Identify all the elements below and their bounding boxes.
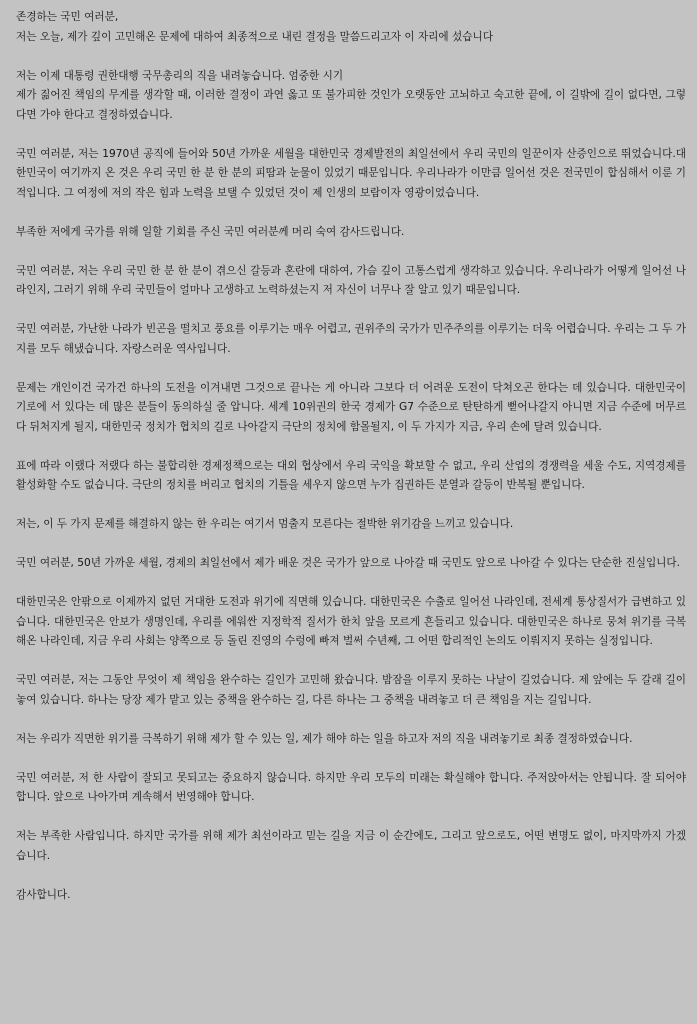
text-line: 국민 여러분, 저는 우리 국민 한 분 한 분이 겪으신 갈등과 혼란에 대하여, 가슴 깊이 고통스럽게 생각하고 있습니다. 우리나라가 어떻게 일어선 나라인지, 그러기 위해 우리 국민들이 얼마나 고생하고 노력하셨는지 저 자신이 너무나 잘 알고 있기 때문입니다. xyxy=(16,264,686,296)
text-line: 국민 여러분, 저는 1970년 공직에 들어와 50년 가까운 세월을 대한민국 경제발전의 최일선에서 우리 국민의 일꾼이자 산증인으로 뛰었습니다.대한민국이 여기까지 온 것은 우리 국민 한 분 한 분의 피땀과 눈물이 있었기 때문입니다. 우리나라가 이만큼 일어선 것은 전국민이 합심해서 이룬 기적입니다. 그 여정에 저의 작은 힘과 노력을 보탤 수 있었던 것이 제 인생의 보람이자 영광이었습니다. xyxy=(16,147,686,199)
text-line: 감사합니다. xyxy=(16,888,71,901)
text-line: 제가 짊어진 책임의 무게를 생각할 때, 이러한 결정이 과연 옳고 또 불가피한 것인가 오랫동안 고뇌하고 숙고한 끝에, 이 길밖에 길이 없다면, 그렇다면 가야 한다고 결정하였습니다. xyxy=(16,89,686,121)
paragraph-crisis xyxy=(16,515,686,535)
paragraph-challenge xyxy=(16,379,686,438)
paragraph-future xyxy=(16,769,686,808)
text-line: 대한민국은 안팎으로 이제까지 없던 거대한 도전과 위기에 직면해 있습니다. 대한민국은 수출로 일어선 나라인데, 전세계 통상질서가 급변하고 있습니다. 대한민국은 안보가 생명인데, 우리를 에워싼 지정학적 질서가 한치 앞을 모르게 흔들리고 있습니다. 대한민국은 하나로 뭉쳐 위기를 극복해온 나라인데, 지금 우리 사회는 양쪽으로 등 돌린 진영의 수렁에 빠져 벌써 수년째, 그 어떤 합리적인 논의도 이뤄지지 못하는 실정입니다. xyxy=(16,596,686,647)
paragraph-two-paths xyxy=(16,671,686,710)
paragraph-lesson xyxy=(16,554,686,574)
text-line: 저는, 이 두 가지 문제를 해결하지 않는 한 우리는 여기서 멈출지 모른다는 절박한 위기감을 느끼고 있습니다. xyxy=(16,518,514,530)
text-line: 저는 우리가 직면한 위기를 극복하기 위해 제가 할 수 있는 일, 제가 해야 하는 일을 하고자 저의 직을 내려놓기로 최종 결정하였습니다. xyxy=(16,732,633,745)
text-line: 표에 따라 이랬다 저랬다 하는 불합리한 경제정책으로는 대외 협상에서 우리 국익을 확보할 수 없고, 우리 산업의 경쟁력을 세울 수도, 지역경제를 활성화할 수도 없습니다. 극단의 정치를 버리고 협치의 기틀을 세우지 않으면 누가 집권하든 분열과 갈등이 반복될 뿐입니다. xyxy=(16,459,686,491)
text-line: 국민 여러분, 저 한 사람이 잘되고 못되고는 중요하지 않습니다. 하지만 우리 모두의 미래는 확실해야 합니다. 주저앉아서는 안됩니다. 잘 되어야 합니다. 앞으로 나아가며 계속해서 번영해야 합니다. xyxy=(16,771,686,803)
paragraph-resignation xyxy=(16,67,686,126)
text-line: 문제는 개인이건 국가건 하나의 도전을 이겨내면 그것으로 끝나는 게 아니라 그보다 더 어려운 도전이 닥쳐오곤 한다는 데 있습니다. 대한민국이 기로에 서 있다는 데 많은 분들이 동의하실 줄 압니다. 세계 10위권의 한국 경제가 G7 수준으로 탄탄하게 뻗어나갈지 아니면 지금 수준에 머무르다 뒤처지게 될지, 대한민국 정치가 협치의 길로 나아갈지 극단의 정치에 함몰될지, 이 두 가지가 지금, 우리 손에 달려 있습니다. xyxy=(16,381,686,433)
paragraph-threats xyxy=(16,593,686,652)
text-line: 존경하는 국민 여러분, xyxy=(16,11,119,23)
paragraph-thanks xyxy=(16,223,686,243)
paragraph-history xyxy=(16,320,686,359)
paragraph-commitment xyxy=(16,827,686,866)
text-line: 저는 오늘, 제가 깊이 고민해온 문제에 대하여 최종적으로 내린 결정을 말씀드리고자 이 자리에 섰습니다 xyxy=(16,30,493,43)
text-line: 국민 여러분, 가난한 나라가 빈곤을 떨치고 풍요를 이루기는 매우 어렵고, 권위주의 국가가 민주주의를 이루기는 더욱 어렵습니다. 우리는 그 두 가지를 모두 해냈습니다. 자랑스러운 역사입니다. xyxy=(16,323,686,355)
text-line: 저는 부족한 사람입니다. 하지만 국가를 위해 제가 최선이라고 믿는 길을 지금 이 순간에도, 그리고 앞으로도, 어떤 변명도 없이, 마지막까지 가겠습니다. xyxy=(16,830,686,862)
paragraph-career xyxy=(16,145,686,204)
text-line: 저는 이제 대통령 권한대행 국무총리의 직을 내려놓습니다. 엄중한 시기 xyxy=(16,69,344,82)
text-line: 국민 여러분, 50년 가까운 세월, 경제의 최일선에서 제가 배운 것은 국가가 앞으로 나아갈 때 국민도 앞으로 나아갈 수 있다는 단순한 진실입니다. xyxy=(16,557,681,569)
paragraph-decision xyxy=(16,730,686,750)
paragraph-closing xyxy=(16,886,686,906)
text-line: 국민 여러분, 저는 그동안 무엇이 제 책임을 완수하는 길인가 고민해 왔습니다. 밤잠을 이루지 못하는 나날이 길었습니다. 제 앞에는 두 갈래 길이 놓여 있습니다. 하나는 당장 제가 맡고 있는 중책을 완수하는 길, 다른 하나는 그 중책을 내려놓고 더 큰 책임을 지는 길입니다. xyxy=(16,674,686,706)
paragraph-policy xyxy=(16,457,686,496)
paragraph-conflict xyxy=(16,262,686,301)
text-line: 부족한 저에게 국가를 위해 일할 기회를 주신 국민 여러분께 머리 숙여 감사드립니다. xyxy=(16,225,405,238)
paragraph-greeting xyxy=(16,8,686,47)
